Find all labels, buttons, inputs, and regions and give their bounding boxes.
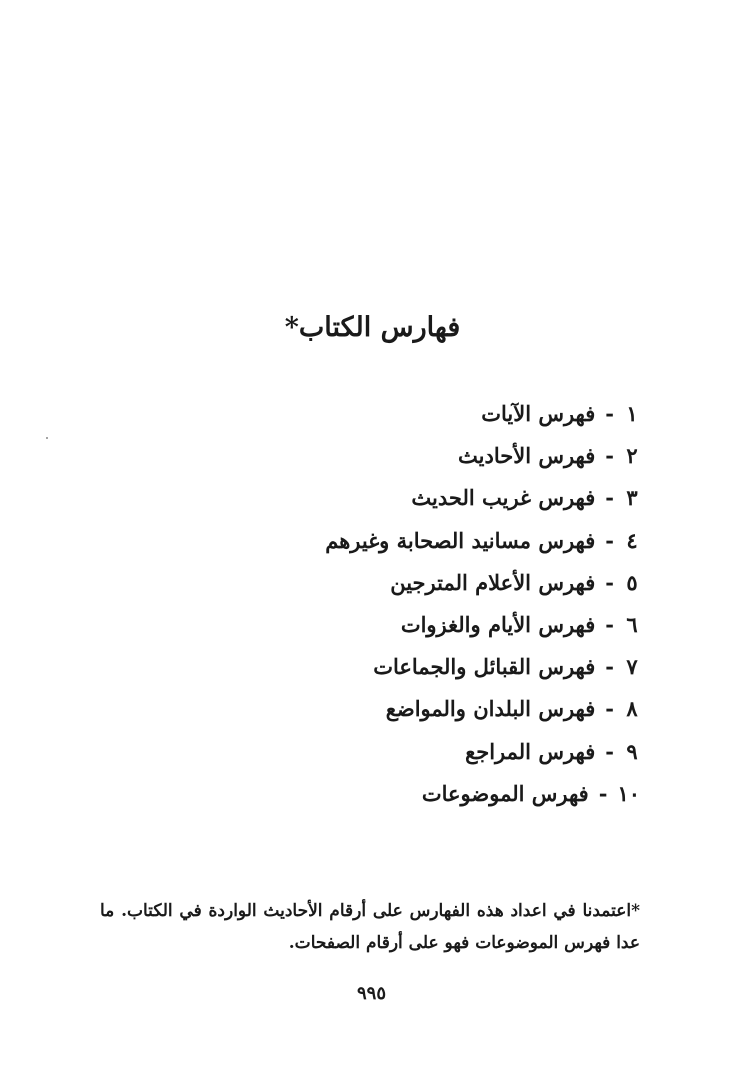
item-separator: - — [605, 738, 614, 764]
list-item — [325, 604, 640, 646]
item-label: فهرس البلدان والمواضع — [385, 696, 596, 722]
item-number: ٨ — [626, 696, 638, 722]
item-separator: - — [605, 696, 614, 722]
item-number: ٥ — [626, 569, 638, 595]
list-item — [325, 435, 640, 477]
item-separator: - — [605, 611, 614, 637]
index-list — [325, 393, 640, 815]
item-number: ٧ — [626, 654, 638, 680]
item-number: ١ — [626, 401, 638, 426]
item-label: فهرس المراجع — [465, 738, 596, 764]
page-number: ٩٩٥ — [356, 983, 386, 1004]
item-label: فهرس الآيات — [481, 401, 596, 426]
item-separator: - — [605, 443, 614, 469]
item-number: ٩ — [626, 738, 638, 764]
item-label: فهرس الموضوعات — [421, 780, 589, 806]
list-item — [325, 773, 640, 815]
item-number: ٦ — [626, 611, 638, 637]
list-item — [325, 731, 640, 773]
scan-speck — [46, 437, 48, 439]
item-separator: - — [605, 401, 614, 426]
item-label: فهرس غريب الحديث — [411, 485, 596, 511]
item-separator: - — [605, 569, 614, 595]
item-label: فهرس الأيام والغزوات — [400, 611, 596, 637]
item-label: فهرس القبائل والجماعات — [373, 654, 596, 680]
item-label: فهرس مسانيد الصحابة وغيرهم — [325, 527, 596, 553]
list-item — [325, 646, 640, 688]
footnote: *اعتمدنا في اعداد هذه الفهارس على أرقام الأحاديث الواردة في الكتاب. ما عدا فهرس الموضوعات فهو على أرقام الصفحات. — [100, 901, 640, 953]
item-label: فهرس الأحاديث — [458, 443, 596, 469]
item-label: فهرس الأعلام المترجين — [390, 569, 596, 595]
item-separator: - — [598, 780, 608, 806]
list-item — [325, 562, 640, 604]
list-item — [325, 688, 640, 730]
item-separator: - — [605, 527, 614, 553]
item-number: ١٠ — [617, 780, 640, 806]
page-title: فهارس الكتاب* — [284, 312, 461, 343]
list-item — [325, 520, 640, 562]
list-item — [325, 477, 640, 519]
item-separator: - — [605, 654, 614, 680]
item-number: ٢ — [626, 443, 638, 469]
item-separator: - — [605, 485, 614, 511]
item-number: ٣ — [626, 485, 638, 511]
item-number: ٤ — [626, 527, 638, 553]
list-item — [325, 393, 640, 435]
